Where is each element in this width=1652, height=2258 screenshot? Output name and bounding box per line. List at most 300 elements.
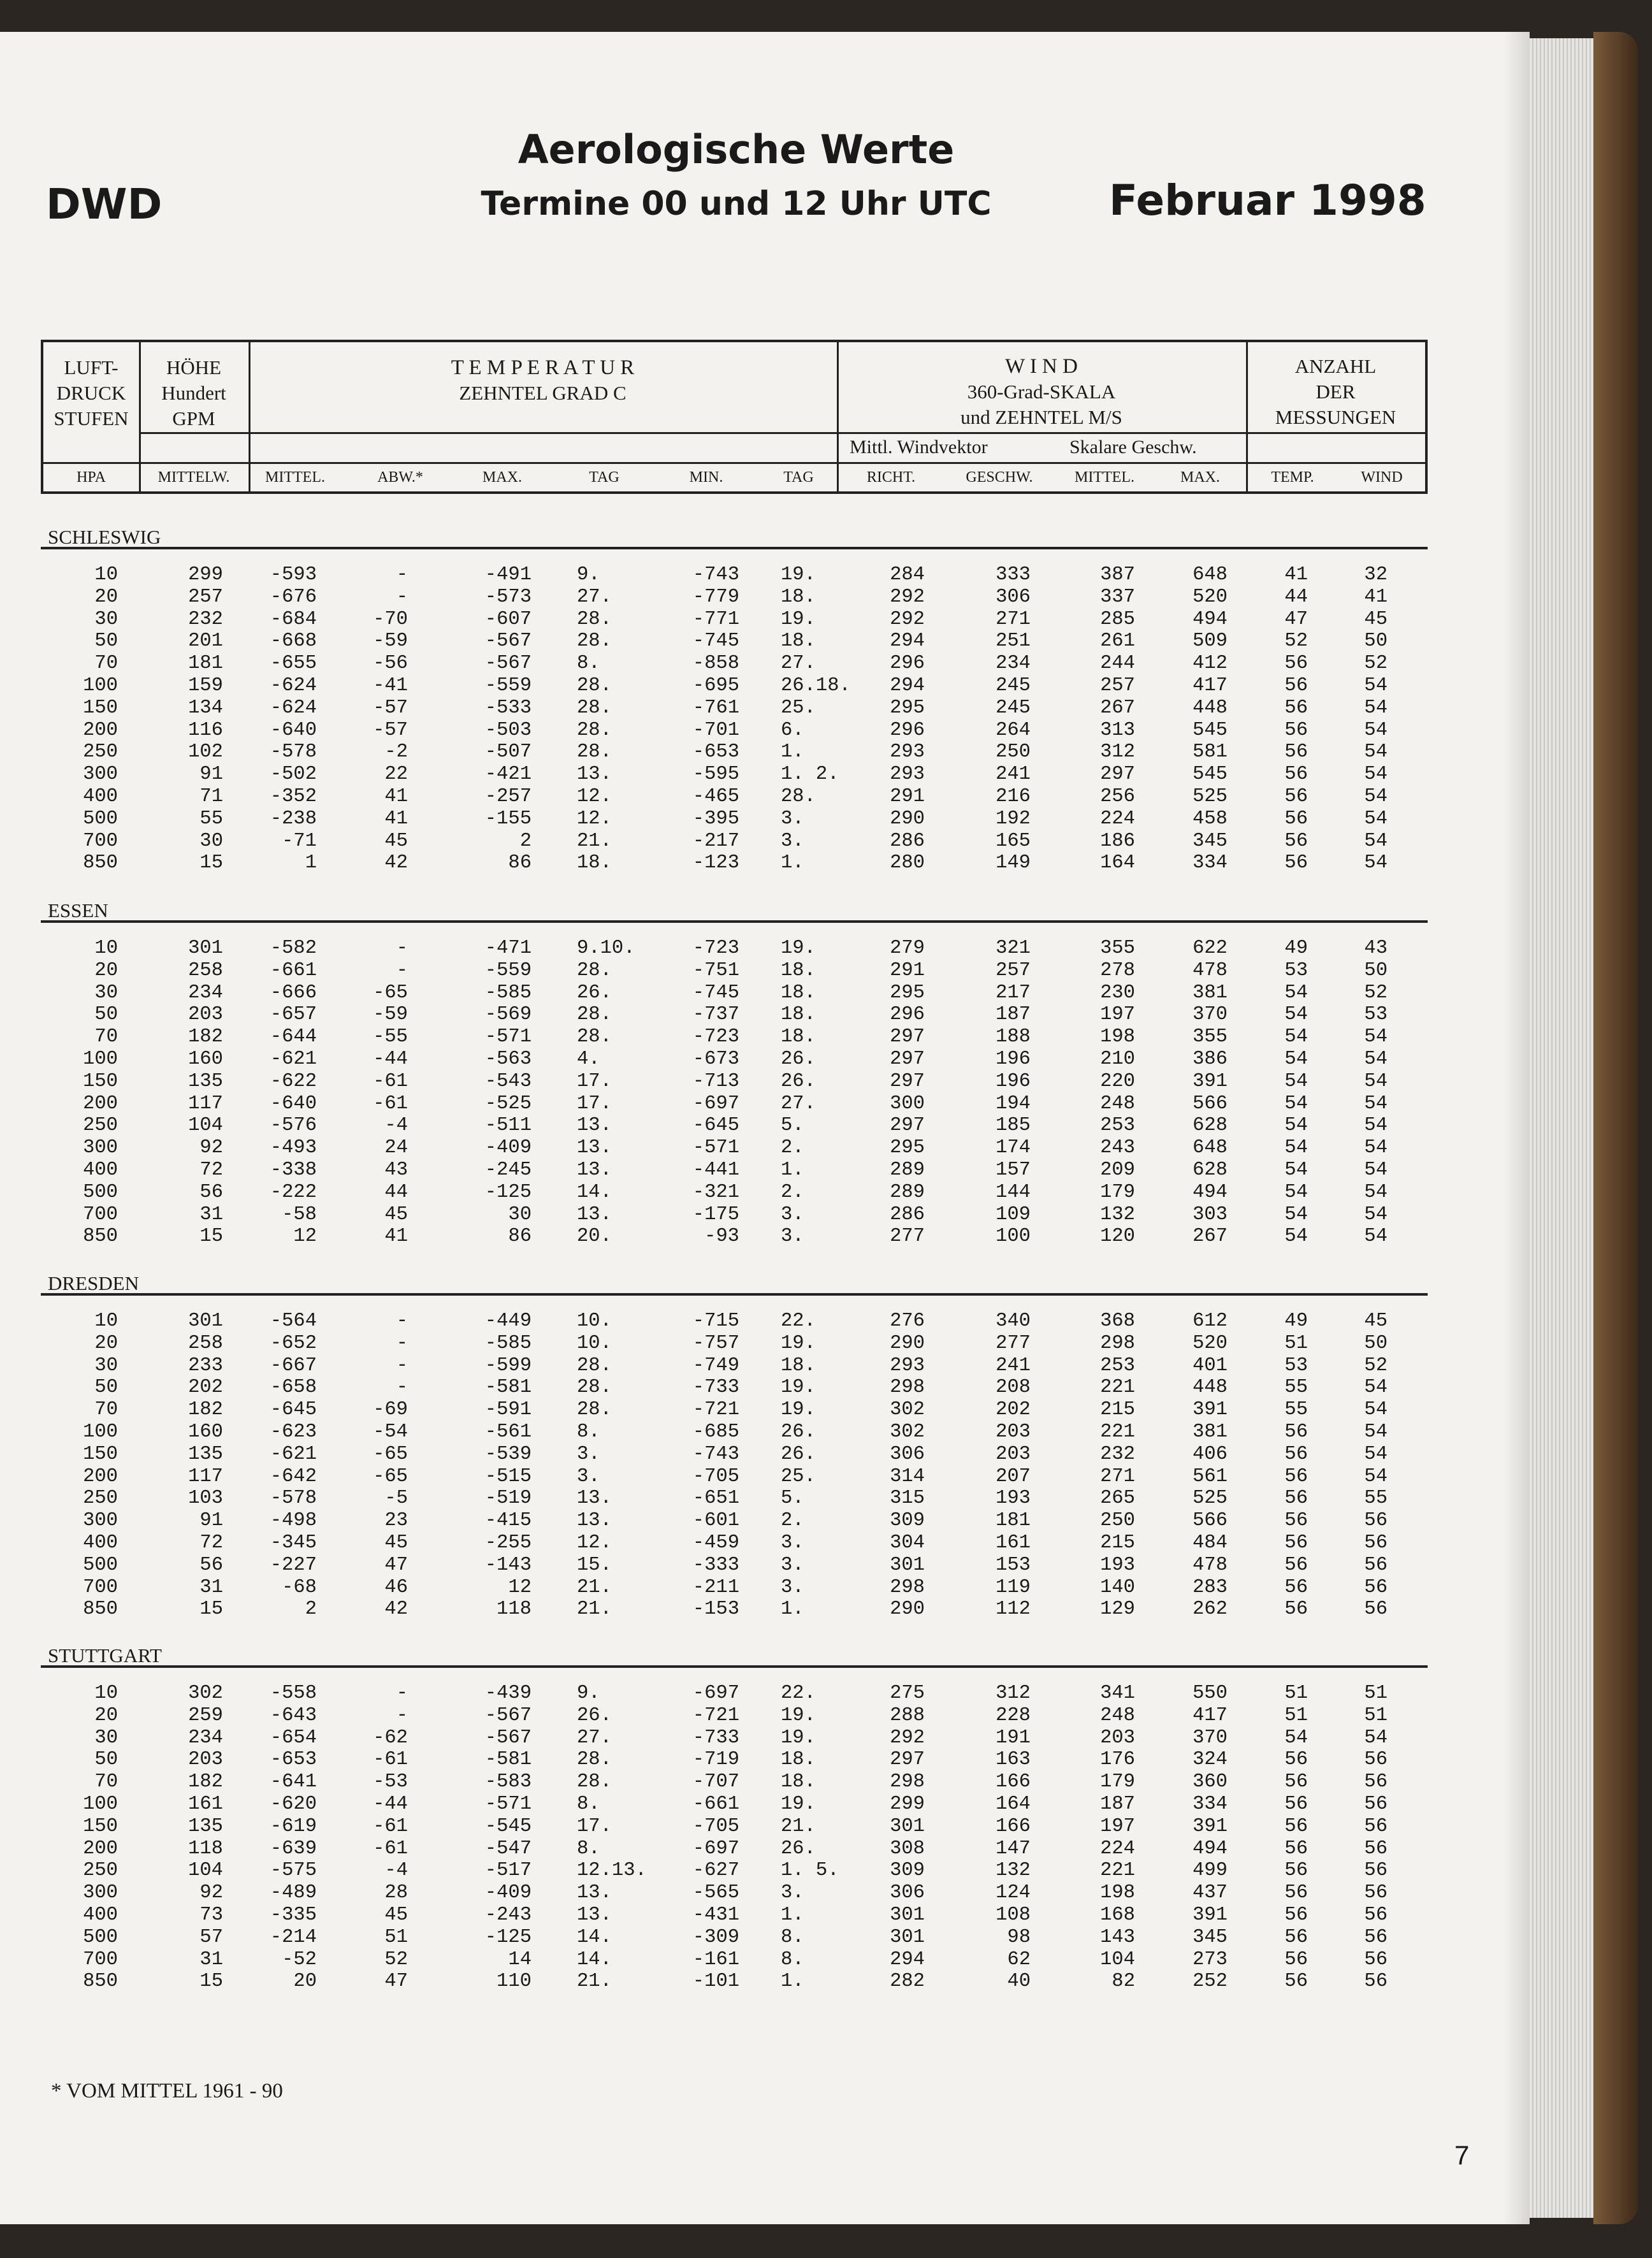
table-header (41, 340, 1428, 494)
cell-temp-min-day: 26. (781, 1443, 816, 1465)
cell-height: 234 (188, 981, 223, 1004)
cell-wind-max-speed: 391 (1192, 1399, 1228, 1421)
cell-temp-min-day: 3. (781, 1203, 804, 1226)
col-hpa: HPA (76, 469, 106, 486)
cell-height: 118 (188, 1837, 223, 1860)
cell-pressure: 20 (94, 1332, 118, 1354)
cell-temp-count: 56 (1284, 697, 1308, 719)
cell-temp-max: -519 (484, 1487, 532, 1510)
cell-temp-max-day: 17. (577, 1092, 612, 1115)
cell-height: 92 (199, 1137, 223, 1159)
cell-wind-direction: 292 (890, 1726, 925, 1749)
cell-temp-count: 54 (1284, 1137, 1308, 1159)
cell-temp-max: -573 (484, 586, 532, 608)
cell-wind-direction: 276 (890, 1310, 925, 1332)
cell-height: 182 (188, 1771, 223, 1793)
cell-height: 31 (199, 1576, 223, 1598)
cell-wind-vector-speed: 40 (1007, 1971, 1031, 1993)
cell-temp-max-day: 28. (577, 608, 612, 630)
cell-wind-direction: 296 (890, 719, 925, 741)
cell-height: 15 (199, 1598, 223, 1621)
cell-wind-vector-speed: 312 (996, 1683, 1031, 1704)
cell-temp-deviation: 47 (384, 1554, 408, 1576)
cell-temp-deviation: 42 (384, 1598, 408, 1621)
cell-wind-count: 56 (1364, 1532, 1388, 1554)
cell-wind-direction: 294 (890, 1948, 925, 1971)
cell-temp-count: 56 (1284, 852, 1308, 874)
cell-wind-count: 54 (1364, 786, 1388, 807)
col-tag-max: TAG (589, 469, 620, 486)
cell-temp-max: -559 (484, 675, 532, 697)
cell-temp-mean: -564 (270, 1310, 317, 1332)
cell-temp-min-day: 28. (781, 786, 816, 807)
cell-wind-direction: 301 (890, 1554, 925, 1576)
cell-temp-mean: -676 (270, 586, 317, 608)
cell-temp-min-day: 1. 5. (781, 1860, 839, 1882)
cell-temp-deviation: -61 (373, 1815, 408, 1837)
cell-temp-min-day: 3. (781, 807, 804, 830)
cell-temp-max: -545 (484, 1815, 532, 1837)
cell-temp-count: 56 (1284, 1465, 1308, 1487)
cell-pressure: 10 (94, 1683, 118, 1704)
anzahl-label-2: DER (1315, 380, 1356, 403)
cell-temp-max-day: 13. (577, 1510, 612, 1532)
cell-wind-direction: 289 (890, 1159, 925, 1181)
cell-height: 301 (188, 937, 223, 959)
cell-temp-deviation: -44 (373, 1793, 408, 1815)
cell-temp-max-day: 13. (577, 1137, 612, 1159)
cell-wind-mean-speed: 215 (1100, 1532, 1135, 1554)
cell-wind-vector-speed: 166 (996, 1815, 1031, 1837)
cell-height: 258 (188, 1332, 223, 1354)
cell-pressure: 200 (83, 1465, 118, 1487)
cell-temp-min-day: 22. (781, 1310, 816, 1332)
cell-wind-vector-speed: 202 (996, 1399, 1031, 1421)
cell-wind-vector-speed: 144 (996, 1181, 1031, 1203)
cell-wind-mean-speed: 285 (1100, 608, 1135, 630)
cell-temp-min: -309 (692, 1926, 739, 1948)
cell-temp-mean: -640 (270, 1092, 317, 1115)
cell-temp-min: -723 (692, 1026, 739, 1048)
cell-temp-deviation: -59 (373, 630, 408, 653)
cell-wind-count: 51 (1364, 1683, 1388, 1704)
cell-temp-max-day: 28. (577, 1399, 612, 1421)
cell-temp-deviation: 42 (384, 852, 408, 874)
cell-temp-max: -585 (484, 1332, 532, 1354)
cell-temp-deviation: - (396, 959, 408, 981)
page-title: Aerologische Werte (518, 126, 955, 173)
org-label: DWD (46, 180, 163, 229)
cell-wind-count: 52 (1364, 1354, 1388, 1377)
cell-temp-min-day: 5. (781, 1487, 804, 1510)
cell-temp-max-day: 13. (577, 1882, 612, 1904)
cell-temp-max: -409 (484, 1137, 532, 1159)
cell-wind-mean-speed: 253 (1100, 1115, 1135, 1137)
cell-wind-mean-speed: 197 (1100, 1815, 1135, 1837)
cell-temp-count: 54 (1284, 1092, 1308, 1115)
cell-temp-min: -737 (692, 1004, 739, 1026)
cell-wind-max-speed: 566 (1192, 1092, 1228, 1115)
cell-wind-count: 56 (1364, 1815, 1388, 1837)
cell-pressure: 500 (83, 807, 118, 830)
cell-wind-direction: 297 (890, 1070, 925, 1092)
cell-temp-count: 53 (1284, 1354, 1308, 1377)
cell-pressure: 500 (83, 1554, 118, 1576)
cell-temp-max-day: 17. (577, 1815, 612, 1837)
cell-temp-max: -491 (484, 564, 532, 586)
cell-height: 15 (199, 1971, 223, 1993)
col-tag-min: TAG (783, 469, 814, 486)
cell-wind-max-speed: 406 (1192, 1443, 1228, 1465)
cell-temp-min-day: 18. (781, 959, 816, 981)
cell-height: 202 (188, 1377, 223, 1399)
cell-temp-min-day: 19. (781, 1332, 816, 1354)
cell-temp-count: 56 (1284, 1837, 1308, 1860)
cell-wind-max-speed: 448 (1192, 1377, 1228, 1399)
cell-height: 299 (188, 564, 223, 586)
cell-temp-min-day: 3. (781, 830, 804, 852)
cell-temp-max-day: 28. (577, 1771, 612, 1793)
cell-temp-count: 56 (1284, 1904, 1308, 1926)
cell-wind-mean-speed: 164 (1100, 852, 1135, 874)
cell-pressure: 20 (94, 959, 118, 981)
cell-temp-max-day: 12. (577, 786, 612, 807)
cell-wind-max-speed: 525 (1192, 1487, 1228, 1510)
cell-wind-count: 53 (1364, 1004, 1388, 1026)
cell-wind-mean-speed: 224 (1100, 1837, 1135, 1860)
cell-wind-mean-speed: 243 (1100, 1137, 1135, 1159)
cell-temp-deviation: 45 (384, 830, 408, 852)
cell-temp-deviation: -61 (373, 1749, 408, 1771)
station-rule (41, 1293, 1428, 1296)
cell-temp-min: -651 (692, 1487, 739, 1510)
cell-temp-count: 54 (1284, 1004, 1308, 1026)
cell-temp-max: -547 (484, 1837, 532, 1860)
cell-wind-direction: 290 (890, 1598, 925, 1621)
cell-height: 161 (188, 1793, 223, 1815)
cell-wind-direction: 284 (890, 564, 925, 586)
cell-wind-vector-speed: 340 (996, 1310, 1031, 1332)
cell-temp-max-day: 27. (577, 586, 612, 608)
cell-pressure: 150 (83, 697, 118, 719)
cell-temp-count: 56 (1284, 1971, 1308, 1993)
cell-wind-max-speed: 303 (1192, 1203, 1228, 1226)
cell-temp-mean: -578 (270, 741, 317, 764)
cell-wind-max-speed: 437 (1192, 1882, 1228, 1904)
cell-wind-direction: 297 (890, 1115, 925, 1137)
cell-temp-count: 56 (1284, 653, 1308, 675)
cell-height: 135 (188, 1443, 223, 1465)
cell-temp-count: 56 (1284, 1576, 1308, 1598)
cell-wind-vector-speed: 161 (996, 1532, 1031, 1554)
cell-temp-max: -563 (484, 1048, 532, 1070)
cell-wind-count: 45 (1364, 1310, 1388, 1332)
cell-temp-max-day: 10. (577, 1310, 612, 1332)
cell-pressure: 700 (83, 1948, 118, 1971)
cell-temp-min: -761 (692, 697, 739, 719)
station-name: DRESDEN (48, 1272, 139, 1294)
cell-wind-max-speed: 360 (1192, 1771, 1228, 1793)
cell-wind-count: 56 (1364, 1882, 1388, 1904)
col-min: MIN. (689, 469, 723, 486)
cell-wind-mean-speed: 278 (1100, 959, 1135, 981)
cell-wind-max-speed: 545 (1192, 719, 1228, 741)
cell-temp-count: 56 (1284, 1948, 1308, 1971)
temperature-heading: T E M P E R A T U R (451, 356, 635, 379)
cell-temp-mean: -643 (270, 1704, 317, 1726)
cell-temp-max-day: 12. (577, 807, 612, 830)
cell-temp-max: -569 (484, 1004, 532, 1026)
cell-wind-count: 54 (1364, 764, 1388, 786)
cell-temp-mean: -502 (270, 764, 317, 786)
book-cover (1593, 32, 1638, 2224)
cell-pressure: 10 (94, 564, 118, 586)
cell-temp-max-day: 13. (577, 1203, 612, 1226)
cell-wind-direction: 280 (890, 852, 925, 874)
cell-height: 258 (188, 959, 223, 981)
hoehe-label-1: HÖHE (166, 356, 222, 379)
cell-temp-deviation: -70 (373, 608, 408, 630)
cell-temp-max: 2 (519, 830, 532, 852)
cell-temp-min: -749 (692, 1354, 739, 1377)
cell-wind-direction: 297 (890, 1048, 925, 1070)
cell-wind-count: 56 (1364, 1771, 1388, 1793)
cell-temp-count: 54 (1284, 1181, 1308, 1203)
cell-temp-max: 118 (496, 1598, 532, 1621)
cell-temp-max: -503 (484, 719, 532, 741)
cell-wind-direction: 296 (890, 653, 925, 675)
cell-temp-max: -567 (484, 1726, 532, 1749)
cell-temp-min: -459 (692, 1532, 739, 1554)
cell-temp-min: -153 (692, 1598, 739, 1621)
temperature-unit: ZEHNTEL GRAD C (459, 382, 627, 404)
cell-wind-mean-speed: 193 (1100, 1554, 1135, 1576)
cell-height: 72 (199, 1159, 223, 1181)
cell-height: 55 (199, 807, 223, 830)
cell-temp-min-day: 18. (781, 586, 816, 608)
cell-temp-mean: 20 (293, 1971, 317, 1993)
cell-temp-mean: -214 (270, 1926, 317, 1948)
cell-wind-direction: 309 (890, 1510, 925, 1532)
cell-wind-direction: 288 (890, 1704, 925, 1726)
anzahl-label-3: MESSUNGEN (1275, 406, 1396, 428)
cell-temp-mean: -654 (270, 1726, 317, 1749)
cell-wind-vector-speed: 217 (996, 981, 1031, 1004)
cell-wind-vector-speed: 333 (996, 564, 1031, 586)
cell-wind-count: 56 (1364, 1948, 1388, 1971)
cell-wind-mean-speed: 198 (1100, 1882, 1135, 1904)
cell-temp-mean: -345 (270, 1532, 317, 1554)
cell-height: 182 (188, 1026, 223, 1048)
cell-wind-direction: 292 (890, 586, 925, 608)
col-mittelw: MITTELW. (157, 469, 230, 486)
cell-temp-min-day: 18. (781, 1771, 816, 1793)
cell-wind-vector-speed: 228 (996, 1704, 1031, 1726)
cell-pressure: 70 (94, 1771, 118, 1793)
cell-wind-mean-speed: 197 (1100, 1004, 1135, 1026)
cell-wind-direction: 286 (890, 830, 925, 852)
cell-temp-min-day: 1. 2. (781, 764, 839, 786)
cell-temp-mean: -578 (270, 1487, 317, 1510)
cell-wind-count: 54 (1364, 1070, 1388, 1092)
cell-height: 135 (188, 1815, 223, 1837)
col-temp-count: TEMP. (1271, 469, 1314, 486)
cell-temp-max: 30 (508, 1203, 532, 1226)
cell-wind-count: 56 (1364, 1749, 1388, 1771)
cell-temp-deviation: 44 (384, 1181, 408, 1203)
cell-temp-min-day: 18. (781, 1749, 816, 1771)
cell-wind-direction: 295 (890, 1137, 925, 1159)
cell-temp-count: 55 (1284, 1399, 1308, 1421)
cell-pressure: 300 (83, 1882, 118, 1904)
cell-wind-count: 54 (1364, 1159, 1388, 1181)
cell-temp-max-day: 28. (577, 741, 612, 764)
cell-wind-max-speed: 412 (1192, 653, 1228, 675)
cell-temp-mean: -489 (270, 1882, 317, 1904)
cell-temp-deviation: -57 (373, 697, 408, 719)
cell-height: 203 (188, 1749, 223, 1771)
cell-wind-count: 56 (1364, 1576, 1388, 1598)
cell-temp-min: -745 (692, 630, 739, 653)
cell-wind-max-speed: 478 (1192, 1554, 1228, 1576)
cell-temp-max: 86 (508, 1226, 532, 1248)
cell-wind-mean-speed: 244 (1100, 653, 1135, 675)
cell-pressure: 50 (94, 630, 118, 653)
cell-wind-max-speed: 345 (1192, 830, 1228, 852)
cell-temp-max: -409 (484, 1882, 532, 1904)
cell-temp-min: -161 (692, 1948, 739, 1971)
cell-wind-count: 56 (1364, 1837, 1388, 1860)
cell-temp-mean: -576 (270, 1115, 317, 1137)
cell-temp-mean: -640 (270, 719, 317, 741)
cell-temp-count: 56 (1284, 1771, 1308, 1793)
cell-temp-max: -421 (484, 764, 532, 786)
cell-temp-min-day: 26. (781, 1048, 816, 1070)
cell-temp-max: -125 (484, 1926, 532, 1948)
wind-unit: und ZEHNTEL M/S (960, 406, 1122, 428)
cell-wind-max-speed: 561 (1192, 1465, 1228, 1487)
cell-temp-count: 54 (1284, 981, 1308, 1004)
cell-temp-max-day: 28. (577, 719, 612, 741)
cell-temp-min: -395 (692, 807, 739, 830)
cell-temp-max: -415 (484, 1510, 532, 1532)
cell-wind-direction: 293 (890, 1354, 925, 1377)
cell-temp-min: -715 (692, 1310, 739, 1332)
cell-temp-min-day: 3. (781, 1576, 804, 1598)
cell-wind-direction: 297 (890, 1749, 925, 1771)
cell-temp-mean: -222 (270, 1181, 317, 1203)
cell-temp-count: 56 (1284, 1421, 1308, 1443)
cell-temp-count: 56 (1284, 830, 1308, 852)
cell-pressure: 10 (94, 937, 118, 959)
cell-temp-min-day: 18. (781, 981, 816, 1004)
cell-wind-vector-speed: 147 (996, 1837, 1031, 1860)
luft-label-1: LUFT- (64, 356, 119, 379)
cell-wind-max-speed: 448 (1192, 697, 1228, 719)
cell-temp-deviation: - (396, 1354, 408, 1377)
cell-wind-max-speed: 494 (1192, 1181, 1228, 1203)
cell-temp-min: -601 (692, 1510, 739, 1532)
col-abw: ABW.* (377, 469, 423, 486)
cell-temp-min: -705 (692, 1815, 739, 1837)
cell-wind-count: 52 (1364, 981, 1388, 1004)
cell-wind-direction: 306 (890, 1443, 925, 1465)
cell-wind-count: 55 (1364, 1487, 1388, 1510)
cell-pressure: 700 (83, 1576, 118, 1598)
cell-temp-count: 54 (1284, 1726, 1308, 1749)
cell-height: 91 (199, 1510, 223, 1532)
cell-temp-max: -507 (484, 741, 532, 764)
cell-temp-count: 51 (1284, 1704, 1308, 1726)
cell-temp-mean: -645 (270, 1399, 317, 1421)
cell-temp-min: -465 (692, 786, 739, 807)
cell-temp-min-day: 3. (781, 1882, 804, 1904)
cell-temp-min-day: 1. (781, 741, 804, 764)
cell-wind-max-speed: 458 (1192, 807, 1228, 830)
cell-temp-max-day: 9. (577, 564, 600, 586)
cell-temp-deviation: -4 (384, 1115, 408, 1137)
cell-wind-max-speed: 381 (1192, 1421, 1228, 1443)
cell-temp-max: 110 (496, 1971, 532, 1993)
cell-wind-vector-speed: 191 (996, 1726, 1031, 1749)
cell-temp-count: 53 (1284, 959, 1308, 981)
cell-temp-min-day: 26. (781, 1421, 816, 1443)
cell-temp-deviation: 51 (384, 1926, 408, 1948)
cell-temp-min-day: 26.18. (781, 675, 851, 697)
cell-temp-count: 56 (1284, 719, 1308, 741)
cell-temp-max-day: 10. (577, 1332, 612, 1354)
cell-wind-direction: 293 (890, 741, 925, 764)
cell-wind-max-speed: 545 (1192, 764, 1228, 786)
station-rule (41, 547, 1428, 549)
cell-wind-count: 54 (1364, 1203, 1388, 1226)
cell-wind-count: 54 (1364, 1137, 1388, 1159)
cell-pressure: 100 (83, 1048, 118, 1070)
cell-wind-count: 56 (1364, 1971, 1388, 1993)
cell-wind-count: 41 (1364, 586, 1388, 608)
cell-wind-vector-speed: 245 (996, 697, 1031, 719)
cell-height: 57 (199, 1926, 223, 1948)
cell-wind-mean-speed: 120 (1100, 1226, 1135, 1248)
cell-wind-vector-speed: 196 (996, 1048, 1031, 1070)
cell-wind-max-speed: 345 (1192, 1926, 1228, 1948)
cell-wind-vector-speed: 132 (996, 1860, 1031, 1882)
cell-temp-min-day: 8. (781, 1948, 804, 1971)
cell-temp-max: -517 (484, 1860, 532, 1882)
cell-wind-direction: 286 (890, 1203, 925, 1226)
cell-wind-mean-speed: 129 (1100, 1598, 1135, 1621)
cell-temp-min: -721 (692, 1399, 739, 1421)
cell-wind-count: 54 (1364, 807, 1388, 830)
cell-wind-mean-speed: 132 (1100, 1203, 1135, 1226)
cell-height: 134 (188, 697, 223, 719)
cell-temp-deviation: -55 (373, 1026, 408, 1048)
cell-temp-count: 41 (1284, 564, 1308, 586)
cell-height: 91 (199, 764, 223, 786)
cell-pressure: 400 (83, 1904, 118, 1926)
cell-wind-mean-speed: 104 (1100, 1948, 1135, 1971)
cell-temp-count: 56 (1284, 786, 1308, 807)
cell-temp-deviation: - (396, 586, 408, 608)
cell-temp-min-day: 5. (781, 1115, 804, 1137)
cell-temp-mean: -498 (270, 1510, 317, 1532)
cell-temp-mean: -335 (270, 1904, 317, 1926)
cell-wind-count: 54 (1364, 741, 1388, 764)
cell-wind-max-speed: 283 (1192, 1576, 1228, 1598)
cell-temp-mean: -658 (270, 1377, 317, 1399)
cell-wind-direction: 292 (890, 608, 925, 630)
cell-temp-deviation: -61 (373, 1070, 408, 1092)
